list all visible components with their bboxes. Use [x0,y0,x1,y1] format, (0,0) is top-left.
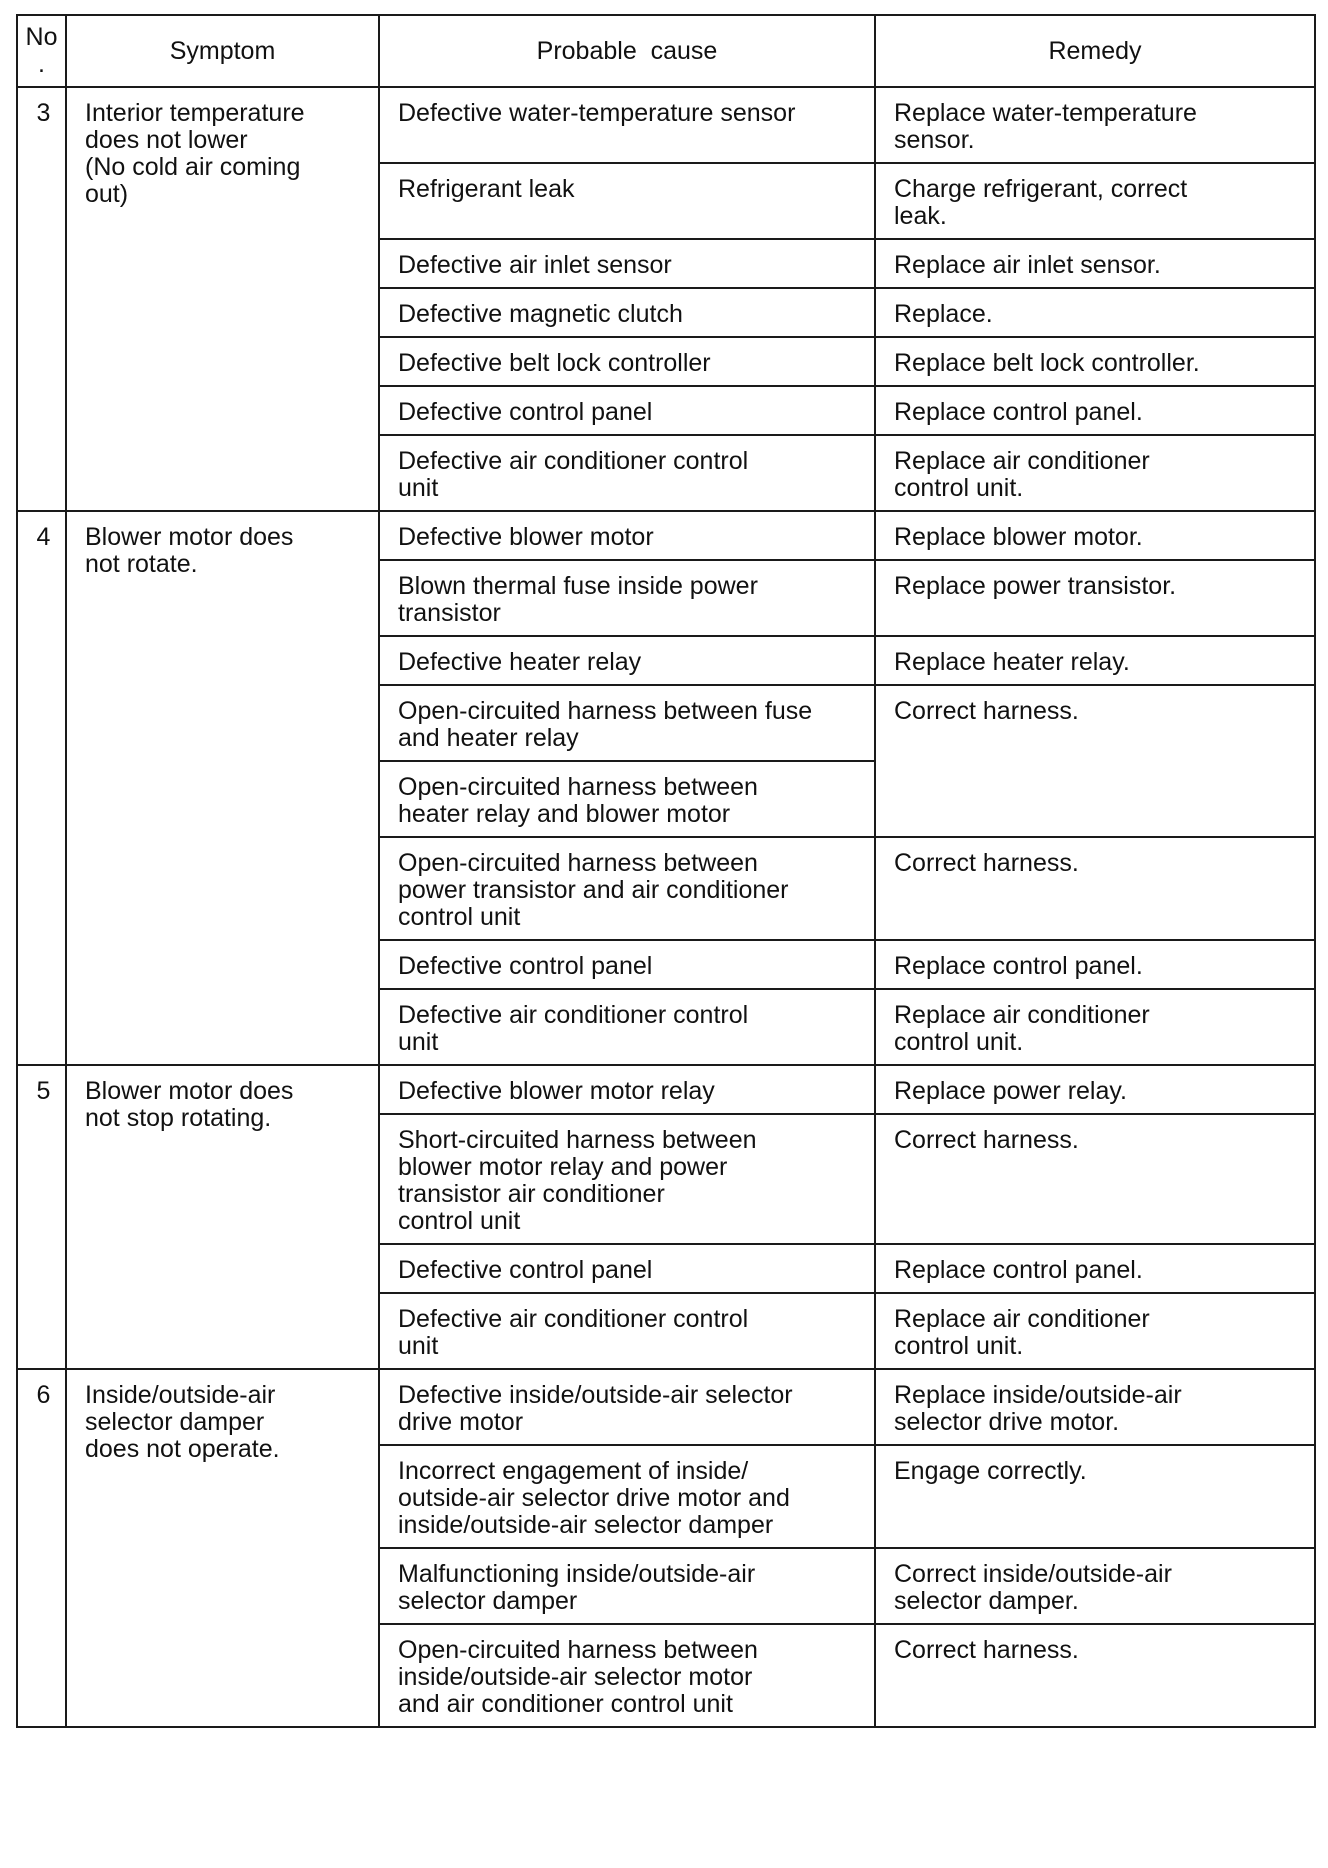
troubleshooting-table [16,14,1316,1728]
remedy-cell: Correct inside/outside-air selector damper. [875,1548,1315,1624]
probable-cause-cell: Defective control panel [379,940,875,989]
remedy-cell: Correct harness. [875,1114,1315,1244]
remedy-cell: Replace air inlet sensor. [875,239,1315,288]
remedy-cell: Replace. [875,288,1315,337]
probable-cause-cell: Blown thermal fuse inside power transistor [379,560,875,636]
probable-cause-cell: Defective heater relay [379,636,875,685]
symptom-cell: Inside/outside-air selector damper does not operate. [66,1369,379,1727]
remedy-cell: Replace air conditioner control unit. [875,1293,1315,1369]
remedy-cell: Replace control panel. [875,940,1315,989]
remedy-cell: Replace blower motor. [875,511,1315,560]
probable-cause-cell: Incorrect engagement of inside/ outside-air selector drive motor and inside/outside-air selector damper [379,1445,875,1548]
table-row [17,87,1315,163]
probable-cause-cell: Defective air conditioner control unit [379,435,875,511]
symptom-cell: Blower motor does not stop rotating. [66,1065,379,1369]
remedy-cell: Replace belt lock controller. [875,337,1315,386]
probable-cause-cell: Defective air conditioner control unit [379,989,875,1065]
probable-cause-cell: Malfunctioning inside/outside-air selector damper [379,1548,875,1624]
header-symptom: Symptom [66,15,379,87]
probable-cause-cell: Defective belt lock controller [379,337,875,386]
remedy-cell: Correct harness. [875,685,1315,837]
probable-cause-cell: Defective blower motor relay [379,1065,875,1114]
probable-cause-cell: Defective water-temperature sensor [379,87,875,163]
remedy-cell: Replace air conditioner control unit. [875,435,1315,511]
header-probable-cause: Probable cause [379,15,875,87]
symptom-cell: Interior temperature does not lower (No cold air coming out) [66,87,379,511]
probable-cause-cell: Defective blower motor [379,511,875,560]
probable-cause-cell: Defective magnetic clutch [379,288,875,337]
troubleshooting-page [16,14,1316,1728]
probable-cause-cell: Defective air inlet sensor [379,239,875,288]
remedy-cell: Replace control panel. [875,386,1315,435]
remedy-cell: Engage correctly. [875,1445,1315,1548]
remedy-cell: Replace heater relay. [875,636,1315,685]
table-row [17,1065,1315,1114]
header-row [17,15,1315,87]
row-number: 3 [17,87,66,511]
table-row [17,1369,1315,1445]
remedy-cell: Correct harness. [875,1624,1315,1727]
probable-cause-cell: Defective air conditioner control unit [379,1293,875,1369]
table-body [17,87,1315,1727]
row-number: 5 [17,1065,66,1369]
remedy-cell: Replace inside/outside-air selector drive motor. [875,1369,1315,1445]
remedy-cell: Charge refrigerant, correct leak. [875,163,1315,239]
table-header [17,15,1315,87]
probable-cause-cell: Open-circuited harness between heater relay and blower motor [379,761,875,837]
probable-cause-cell: Open-circuited harness between inside/outside-air selector motor and air conditioner control unit [379,1624,875,1727]
remedy-cell: Replace power relay. [875,1065,1315,1114]
row-number: 6 [17,1369,66,1727]
row-number: 4 [17,511,66,1065]
probable-cause-cell: Defective inside/outside-air selector drive motor [379,1369,875,1445]
header-remedy: Remedy [875,15,1315,87]
remedy-cell: Replace power transistor. [875,560,1315,636]
remedy-cell: Replace water-temperature sensor. [875,87,1315,163]
remedy-cell: Replace air conditioner control unit. [875,989,1315,1065]
probable-cause-cell: Defective control panel [379,1244,875,1293]
remedy-cell: Replace control panel. [875,1244,1315,1293]
table-row [17,511,1315,560]
probable-cause-cell: Refrigerant leak [379,163,875,239]
remedy-cell: Correct harness. [875,837,1315,940]
probable-cause-cell: Open-circuited harness between fuse and heater relay [379,685,875,761]
header-no: No. [17,15,66,87]
probable-cause-cell: Defective control panel [379,386,875,435]
probable-cause-cell: Open-circuited harness between power transistor and air conditioner control unit [379,837,875,940]
probable-cause-cell: Short-circuited harness between blower motor relay and power transistor air conditioner control unit [379,1114,875,1244]
symptom-cell: Blower motor does not rotate. [66,511,379,1065]
